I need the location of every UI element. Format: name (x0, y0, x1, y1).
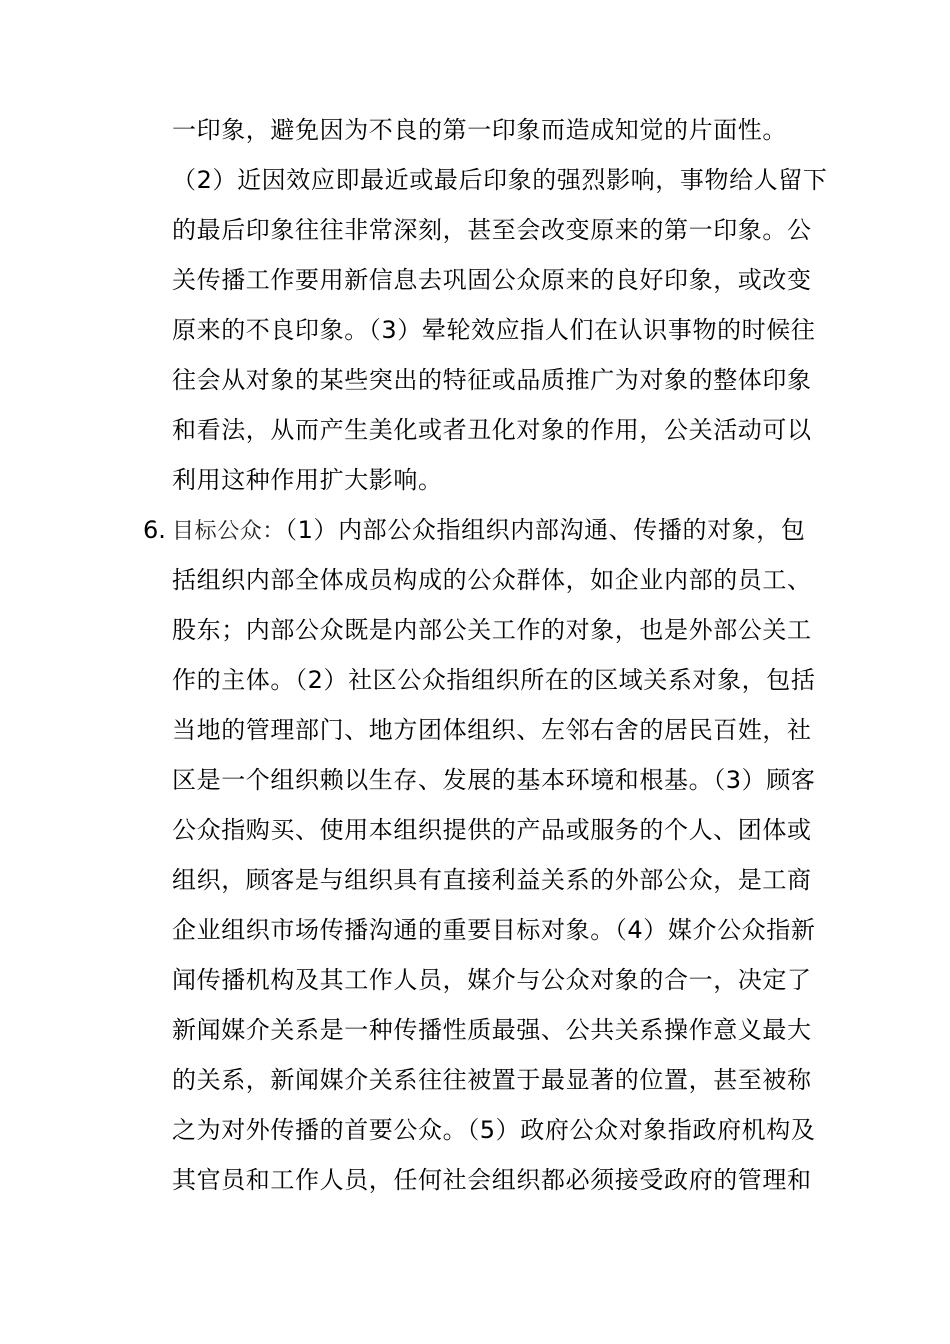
item-text: （1）内部公众指组织内部沟通、传播的对象，包 (285, 516, 806, 544)
paragraph-line: 括组织内部全体成员构成的公众群体，如企业内部的员工、 (172, 566, 812, 594)
paragraph-line: 股东；内部公众既是内部公关工作的对象，也是外部公关工 (172, 616, 812, 644)
paragraph-line: 原来的不良印象。（3）晕轮效应指人们在认识事物的时候往 (172, 316, 816, 344)
paragraph-line: 的关系，新闻媒介关系往往被置于最显著的位置，甚至被称 (172, 1066, 812, 1094)
paragraph-line: 和看法，从而产生美化或者丑化对象的作用，公关活动可以 (172, 416, 812, 444)
paragraph-line: 一印象，避免因为不良的第一印象而造成知觉的片面性。 (172, 116, 787, 144)
paragraph-line: 关传播工作要用新信息去巩固公众原来的良好印象，或改变 (172, 266, 812, 294)
paragraph-line: 区是一个组织赖以生存、发展的基本环境和根基。（3）顾客 (172, 766, 816, 794)
paragraph-line: 组织，顾客是与组织具有直接利益关系的外部公众，是工商 (172, 866, 812, 894)
paragraph-line: 企业组织市场传播沟通的重要目标对象。（4）媒介公众指新 (172, 916, 816, 944)
paragraph-line: 往会从对象的某些突出的特征或品质推广为对象的整体印象 (172, 366, 812, 394)
list-number: 6. (143, 516, 166, 544)
paragraph-line: 之为对外传播的首要公众。（5）政府公众对象指政府机构及 (172, 1116, 816, 1144)
paragraph-line: 利用这种作用扩大影响。 (172, 466, 443, 494)
paragraph-line: 新闻媒介关系是一种传播性质最强、公共关系操作意义最大 (172, 1016, 812, 1044)
paragraph-line: 作的主体。（2）社区公众指组织所在的区域关系对象，包括 (172, 666, 816, 694)
paragraph-line: 的最后印象往往非常深刻，甚至会改变原来的第一印象。公 (172, 216, 812, 244)
paragraph-line: 当地的管理部门、地方团体组织、左邻右舍的居民百姓，社 (172, 716, 812, 744)
item-heading: 目标公众： (172, 519, 286, 544)
paragraph-line: （2）近因效应即最近或最后印象的强烈影响，事物给人留下 (172, 166, 828, 194)
paragraph-line: 闻传播机构及其工作人员，媒介与公众对象的合一，决定了 (172, 966, 812, 994)
paragraph-line: 其官员和工作人员，任何社会组织都必须接受政府的管理和 (172, 1166, 812, 1194)
list-item-first-line (172, 515, 805, 547)
paragraph-line: 公众指购买、使用本组织提供的产品或服务的个人、团体或 (172, 816, 812, 844)
